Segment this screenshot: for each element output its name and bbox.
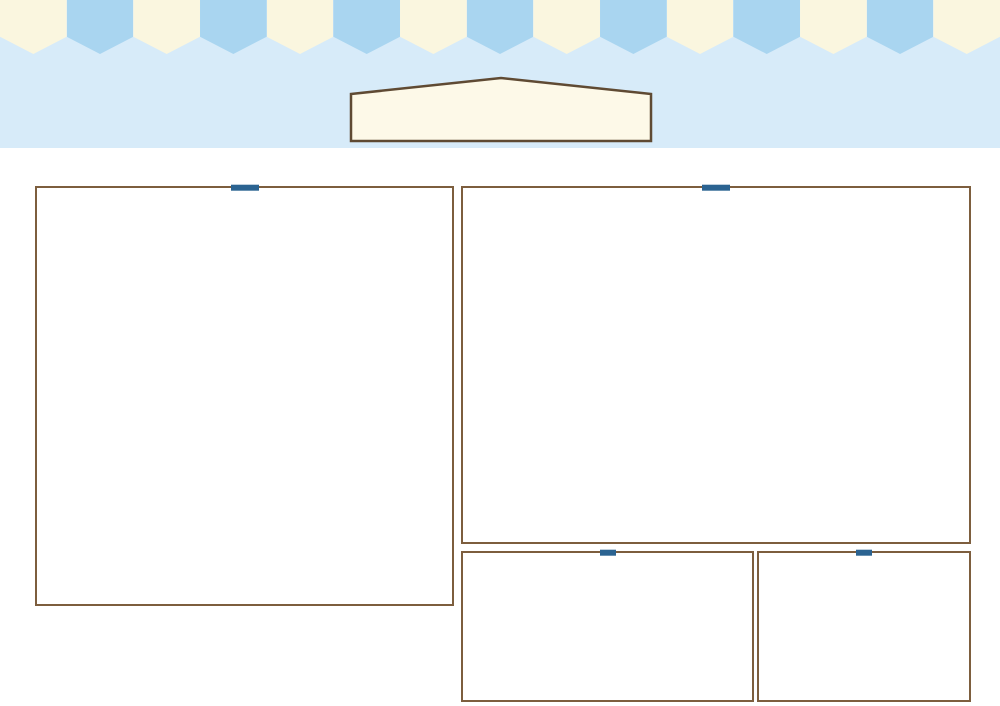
product-item <box>471 380 556 460</box>
product-item <box>125 402 205 474</box>
bedding-set-photo <box>284 314 364 392</box>
frying-pan-icon <box>46 83 96 113</box>
ceiling-light-photo <box>284 402 364 474</box>
product-item <box>716 202 798 282</box>
standard-row-3 <box>37 402 452 474</box>
product-item <box>364 204 444 308</box>
product-item <box>879 202 961 282</box>
product-item <box>471 290 553 372</box>
product-item <box>553 202 635 282</box>
life-goods-photo <box>469 567 746 696</box>
refrigerator-icon <box>911 74 941 131</box>
life-goods-set-section <box>461 551 754 702</box>
tv-set-photo <box>879 290 961 372</box>
drum-washer-icon <box>212 57 248 103</box>
product-item <box>879 290 961 372</box>
product-item <box>45 402 125 474</box>
pot-icon <box>792 84 832 111</box>
refrigerator-icon <box>256 74 286 131</box>
gas-stove-photo <box>471 290 553 372</box>
bed-set-photo <box>791 380 961 460</box>
sofa-icon <box>191 117 247 150</box>
product-item <box>798 290 880 372</box>
refrigerator-photo <box>45 204 125 308</box>
kettle-icon <box>102 48 134 82</box>
storage-chest-photo <box>471 380 556 460</box>
vacuum-photo <box>364 204 444 308</box>
product-item <box>205 402 285 474</box>
dining-set-photo <box>471 202 553 282</box>
product-item <box>364 314 444 392</box>
microwave-photo <box>284 204 364 308</box>
optional-row-3 <box>463 380 969 460</box>
alarm-clock-photo <box>798 202 880 282</box>
metal-rack-photo <box>798 290 880 372</box>
curtain-photo <box>364 402 444 474</box>
frying-pan-icon <box>701 83 751 113</box>
optional-set-section <box>461 186 971 544</box>
standard-row-2 <box>37 314 452 392</box>
life-goods-heading <box>600 550 616 556</box>
product-item <box>798 202 880 282</box>
optional-row-1 <box>463 202 969 282</box>
optional-set-heading <box>702 185 730 191</box>
storage-case-photo <box>556 380 650 460</box>
standard-row-1 <box>37 204 452 308</box>
optional-row-2 <box>463 290 969 372</box>
stick-vacuum-icon <box>837 61 861 111</box>
product-item <box>205 204 285 308</box>
hanger-rack-photo <box>553 290 635 372</box>
product-item <box>205 314 285 392</box>
product-item <box>553 290 635 372</box>
product-item <box>45 204 125 308</box>
linen-set-photo <box>125 402 205 474</box>
product-item <box>634 290 716 372</box>
wifi-router-photo <box>205 402 285 474</box>
ih-cooktop-photo <box>125 314 205 392</box>
drum-washer-icon <box>867 57 903 103</box>
product-item <box>284 402 364 474</box>
product-item <box>284 204 364 308</box>
product-item <box>716 290 798 372</box>
loveseat-sofa-photo <box>650 380 791 460</box>
microwave-icon <box>71 122 113 151</box>
disaster-kit-photo <box>765 567 963 696</box>
product-item <box>125 314 205 392</box>
disaster-kit-section <box>757 551 971 702</box>
product-item <box>791 380 961 460</box>
standard-set-heading <box>231 185 259 191</box>
hair-dryer-photo <box>45 314 125 392</box>
appliance-icons-left <box>40 46 300 152</box>
kettle-icon <box>757 48 789 82</box>
tv-set-photo <box>205 204 285 308</box>
hanger-set-photo <box>634 290 716 372</box>
product-item <box>125 204 205 308</box>
pot-icon <box>137 84 177 111</box>
product-item <box>471 202 553 282</box>
refrigerator-photo <box>716 290 798 372</box>
low-table-photo <box>205 314 285 392</box>
rice-cooker-icon <box>129 121 160 151</box>
product-item <box>284 314 364 392</box>
product-item <box>556 380 650 460</box>
disaster-kit-heading <box>856 550 872 556</box>
floor-cushion-photo <box>879 202 961 282</box>
microwave-icon <box>726 122 768 151</box>
product-item <box>634 202 716 282</box>
stick-vacuum-icon <box>182 61 206 111</box>
plaque-shape <box>349 76 653 143</box>
desk-set-photo <box>553 202 635 282</box>
rice-cooker-photo <box>634 202 716 282</box>
standard-set-section <box>35 186 454 606</box>
appliance-icons-right <box>695 46 955 152</box>
laundry-pole-photo <box>364 314 444 392</box>
product-item <box>45 314 125 392</box>
title-plaque <box>349 76 653 143</box>
sofa-icon <box>846 117 902 150</box>
rice-cooker-icon <box>784 121 815 151</box>
product-item <box>650 380 791 460</box>
electric-pot-photo <box>45 402 125 474</box>
cupboard-photo <box>716 202 798 282</box>
washing-machine-photo <box>125 204 205 308</box>
product-item <box>364 402 444 474</box>
